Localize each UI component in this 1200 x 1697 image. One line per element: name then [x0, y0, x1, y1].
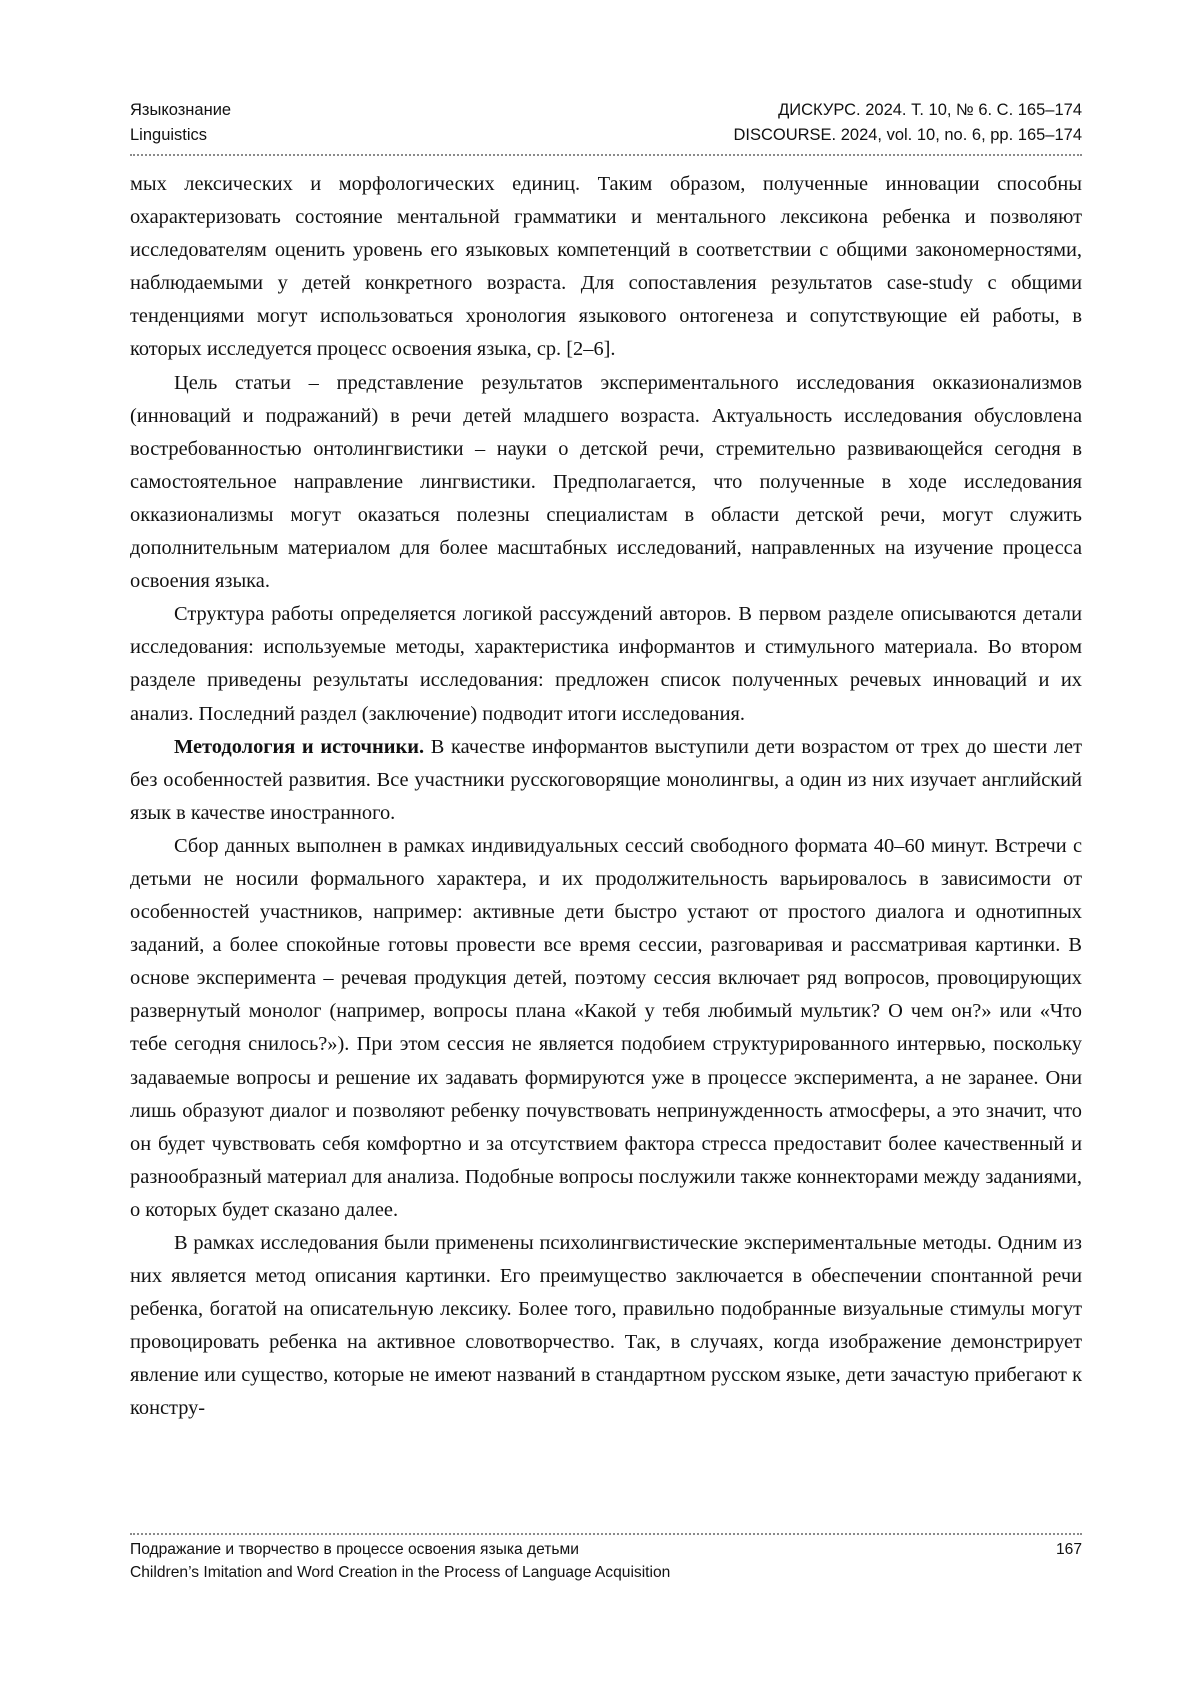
header-citation-en: DISCOURSE. 2024, vol. 10, no. 6, pp. 165–174 [733, 126, 1082, 144]
paragraph-continuation: мых лексических и морфологических единиц. Таким образом, полученные инновации способны охарактеризовать состояние ментальной грамматики и ментального лексикона ребенка и позволяют исследователям оценить уровень его языковых компетенций в соответствии с общими закономерностями, наблюдаемыми у детей конкретного возраста. Для сопоставления результатов case-study с общими тенденциями могут использоваться хронология языкового онтогенеза и сопутствующие ей работы, в которых исследуется процесс освоения языка, ср. [2–6]. [130, 173, 1082, 361]
running-header [130, 98, 1082, 148]
footer-title-en: Children’s Imitation and Word Creation in the Process of Language Acquisition [130, 1564, 671, 1581]
methodology-heading: Методология и источники. [174, 735, 425, 758]
header-section-ru: Языкознание [130, 101, 232, 119]
page-number: 167 [1055, 1541, 1082, 1558]
footer-title-ru: Подражание и творчество в процессе освоения языка детьми [130, 1541, 579, 1558]
paragraph-data-collection: Сбор данных выполнен в рамках индивидуальных сессий свободного формата 40–60 минут. Встречи с детьми не носили формального характера, и их продолжительность варьировалось в зависимости от особенностей участников, например: активные дети быстро устают от простого диалога и однотипных заданий, а более спокойные готовы провести все время сессии, разговаривая и рассматривая картинки. В основе эксперимента – речевая продукция детей, поэтому сессия включает ряд вопросов, провоцирующих развернутый монолог (например, вопросы плана «Какой у тебя любимый мультик? О чем он?» или «Что тебе сегодня снилось?»). При этом сессия не является подобием структурированного интервью, поскольку задаваемые вопросы и решение их задавать формируются уже в процессе эксперимента, а не заранее. Они лишь образуют диалог и позволяют ребенку почувствовать непринужденность атмосферы, а это значит, что он будет чувствовать себя комфортно и за отсутствием фактора стресса предоставит более качественный и разнообразный материал для анализа. Подобные вопросы послужили также коннекторами между заданиями, о которых будет сказано далее. [130, 834, 1082, 1221]
paragraph-methods: В рамках исследования были применены психолингвистические экспериментальные методы. Одним из них является метод описания картинки. Его преимущество заключается в обеспечении спонтанной речи ребенка, богатой на описательную лексику. Более того, правильно подобранные визуальные стимулы могут провоцировать ребенка на активное словотворчество. Так, в случаях, когда изображение демонстрирует явление или существо, которые не имеют названий в стандартном русском языке, дети зачастую прибегают к констру- [130, 1232, 1082, 1420]
methodology-text: В качестве информантов выступили дети возрастом от трех до шести лет без особенностей развития. Все участники русскоговорящие монолингвы, а один из них изучает английский язык в качестве иностранного. [130, 735, 1083, 824]
header-citation-ru: ДИСКУРС. 2024. Т. 10, № 6. С. 165–174 [778, 101, 1082, 119]
footer-divider [130, 1533, 1082, 1535]
paragraph-methodology [130, 731, 1082, 830]
paragraph-structure: Структура работы определяется логикой рассуждений авторов. В первом разделе описываются детали исследования: используемые методы, характеристика информантов и стимульного материала. Во втором разделе приведены результаты исследования: предложен список полученных речевых инноваций и их анализ. Последний раздел (заключение) подводит итоги исследования. [130, 603, 1082, 725]
header-divider [130, 154, 1082, 156]
running-footer [130, 1538, 1082, 1584]
paragraph-aim: Цель статьи – представление результатов экспериментального исследования окказионализмов (инноваций и подражаний) в речи детей младшего возраста. Актуальность исследования обусловлена востребованностью онтолингвистики – науки о детской речи, стремительно развивающейся сегодня в самостоятельное направление лингвистики. Предполагается, что полученные в ходе исследования окказионализмы могут оказаться полезны специалистам в области детской речи, могут служить дополнительным материалом для более масштабных исследований, направленных на изучение процесса освоения языка. [130, 371, 1082, 593]
article-body [130, 168, 1082, 1426]
header-section-en: Linguistics [130, 126, 208, 144]
